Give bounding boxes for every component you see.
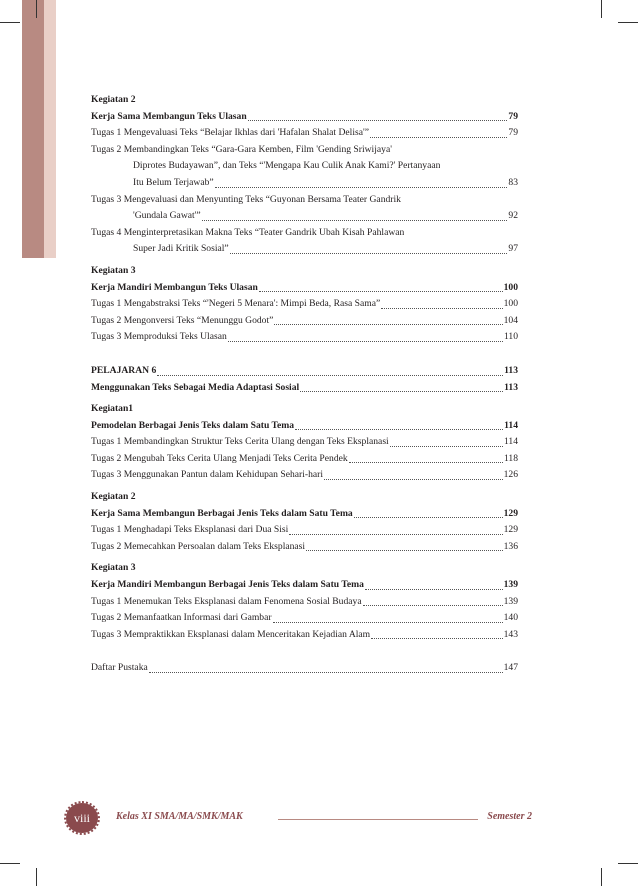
toc-page-number: 129 bbox=[503, 507, 518, 519]
toc-entry-title: Tugas 2 Memecahkan Persoalan dalam Teks Eksplanasi bbox=[91, 540, 306, 552]
toc-entry-title: Tugas 2 Mengonversi Teks “Menunggu Godot” bbox=[91, 314, 274, 326]
toc-entry[interactable] bbox=[91, 192, 518, 209]
toc-entry[interactable] bbox=[91, 610, 518, 627]
toc-entry-title: Tugas 3 Mengevaluasi dan Menyunting Teks “Guyonan Bersama Teater Gandrik bbox=[91, 193, 401, 205]
toc-entry[interactable] bbox=[91, 329, 518, 346]
toc-entry-title: Kerja Sama Membangun Teks Ulasan bbox=[91, 110, 247, 122]
toc-page-number: 113 bbox=[504, 381, 518, 393]
toc-section bbox=[91, 363, 518, 396]
toc-entry-title: Super Jadi Kritik Sosial” bbox=[133, 243, 229, 255]
crop-mark bbox=[601, 0, 602, 18]
crop-mark bbox=[36, 868, 37, 886]
dot-leader bbox=[354, 516, 503, 518]
toc-entry-title: Tugas 2 Membandingkan Teks “Gara-Gara Kemben, Film 'Gending Sriwijaya' bbox=[91, 143, 392, 155]
dot-leader bbox=[202, 219, 508, 221]
toc-entry-title: Tugas 3 Menggunakan Pantun dalam Kehidupan Sehari-hari bbox=[91, 469, 323, 481]
toc-page-number: 79 bbox=[508, 110, 518, 122]
dot-leader bbox=[259, 290, 503, 292]
dot-leader bbox=[306, 549, 503, 551]
toc-section bbox=[91, 489, 518, 555]
toc-entry[interactable] bbox=[91, 280, 518, 297]
toc-entry[interactable] bbox=[91, 363, 518, 380]
dot-leader bbox=[365, 588, 503, 590]
dot-leader bbox=[381, 307, 502, 309]
toc-heading bbox=[91, 489, 518, 506]
page-footer bbox=[66, 803, 536, 833]
section-gap bbox=[91, 643, 518, 660]
dot-leader bbox=[289, 533, 502, 535]
dot-leader bbox=[228, 340, 503, 342]
toc-entry-title: Tugas 3 Mempraktikkan Eksplanasi dalam Menceritakan Kejadian Alam bbox=[91, 628, 371, 640]
toc-entry-title: PELAJARAN 6 bbox=[91, 364, 157, 376]
toc-entry[interactable] bbox=[91, 451, 518, 468]
toc-entry[interactable] bbox=[91, 125, 518, 142]
toc-entry[interactable] bbox=[91, 660, 518, 677]
toc-entry-title: Tugas 2 Mengubah Teks Cerita Ulang Menjadi Teks Cerita Pendek bbox=[91, 452, 348, 464]
toc-entry-title: Tugas 3 Memproduksi Teks Ulasan bbox=[91, 331, 227, 343]
toc-page-number: 140 bbox=[503, 612, 518, 624]
toc-entry[interactable] bbox=[91, 109, 518, 126]
dot-leader bbox=[390, 445, 503, 447]
crop-mark bbox=[36, 0, 37, 18]
toc-entry[interactable] bbox=[91, 627, 518, 644]
toc-entry-title: Itu Belum Terjawab” bbox=[133, 176, 214, 188]
toc-page-number: 92 bbox=[508, 210, 518, 222]
toc-section bbox=[91, 660, 518, 677]
toc-entry-title: Tugas 1 Menemukan Teks Eksplanasi dalam Fenomena Sosial Budaya bbox=[91, 595, 362, 607]
toc-entry-title: Kegiatan 2 bbox=[91, 491, 136, 503]
toc-entry-title: Tugas 1 Mengevaluasi Teks “Belajar Ikhlas dari 'Hafalan Shalat Delisa'” bbox=[91, 127, 369, 139]
toc-page-number: 110 bbox=[503, 331, 518, 343]
toc-section bbox=[91, 263, 518, 346]
toc-page-number: 100 bbox=[503, 281, 518, 293]
toc-entry-title: Kegiatan 3 bbox=[91, 562, 136, 574]
toc-page-number: 139 bbox=[503, 595, 518, 607]
toc-entry[interactable] bbox=[91, 380, 518, 397]
toc-entry-title: Tugas 1 Menghadapi Teks Eksplanasi dari Dua Sisi bbox=[91, 524, 289, 536]
dot-leader bbox=[215, 186, 508, 188]
crop-mark bbox=[0, 22, 20, 23]
toc-entry[interactable] bbox=[91, 467, 518, 484]
crop-mark bbox=[618, 22, 638, 23]
toc-entry[interactable] bbox=[91, 142, 518, 159]
toc-page-number: 114 bbox=[503, 436, 518, 448]
toc-entry-title: Tugas 4 Menginterpretasikan Makna Teks “Teater Gandrik Ubah Kisah Pahlawan bbox=[91, 226, 405, 238]
section-gap bbox=[91, 346, 518, 363]
toc-page-number: 83 bbox=[508, 176, 518, 188]
toc-entry-title: Kerja Mandiri Membangun Teks Ulasan bbox=[91, 281, 258, 293]
dot-leader bbox=[230, 252, 508, 254]
dot-leader bbox=[274, 323, 502, 325]
toc-page-number: 136 bbox=[503, 540, 518, 552]
crop-mark bbox=[618, 863, 638, 864]
toc-page-number: 97 bbox=[508, 243, 518, 255]
footer-book-title: Kelas XI SMA/MA/SMK/MAK bbox=[116, 811, 243, 822]
toc-page-number: 114 bbox=[504, 419, 518, 431]
toc-entry[interactable] bbox=[91, 506, 518, 523]
toc-entry[interactable] bbox=[91, 434, 518, 451]
toc-entry-title: Tugas 2 Memanfaatkan Informasi dari Gambar bbox=[91, 612, 272, 624]
toc-entry[interactable] bbox=[91, 594, 518, 611]
footer-semester: Semester 2 bbox=[487, 811, 532, 822]
toc-entry-title: Kegiatan1 bbox=[91, 403, 134, 415]
toc-entry[interactable] bbox=[91, 577, 518, 594]
table-of-contents bbox=[91, 92, 518, 677]
toc-entry-title: Daftar Pustaka bbox=[91, 662, 148, 674]
toc-page-number: 126 bbox=[503, 469, 518, 481]
toc-entry[interactable] bbox=[91, 418, 518, 435]
dot-leader bbox=[349, 461, 503, 463]
toc-entry[interactable] bbox=[91, 208, 518, 225]
dot-leader bbox=[371, 637, 502, 639]
decorative-band bbox=[22, 0, 44, 258]
dot-leader bbox=[300, 390, 503, 392]
crop-mark bbox=[601, 868, 602, 886]
toc-entry[interactable] bbox=[91, 522, 518, 539]
toc-entry[interactable] bbox=[91, 539, 518, 556]
toc-entry[interactable] bbox=[91, 313, 518, 330]
toc-entry-title: Pemodelan Berbagai Jenis Teks dalam Satu Tema bbox=[91, 419, 295, 431]
toc-section bbox=[91, 401, 518, 484]
toc-section bbox=[91, 560, 518, 643]
toc-heading bbox=[91, 92, 518, 109]
toc-entry-title: Tugas 1 Membandingkan Struktur Teks Cerita Ulang dengan Teks Eksplanasi bbox=[91, 436, 389, 448]
dot-leader bbox=[149, 671, 503, 673]
dot-leader bbox=[370, 136, 507, 138]
page-number-badge: viii bbox=[66, 803, 98, 833]
dot-leader bbox=[248, 119, 508, 121]
toc-section bbox=[91, 92, 518, 258]
dot-leader bbox=[295, 428, 503, 430]
decorative-band-light bbox=[44, 0, 56, 258]
toc-heading bbox=[91, 401, 518, 418]
dot-leader bbox=[157, 374, 503, 376]
toc-entry-title: 'Gundala Gawat'” bbox=[133, 210, 201, 222]
toc-entry-title: Menggunakan Teks Sebagai Media Adaptasi Sosial bbox=[91, 381, 300, 393]
toc-entry-title: Kerja Sama Membangun Berbagai Jenis Teks dalam Satu Tema bbox=[91, 507, 353, 519]
toc-entry-title: Kegiatan 3 bbox=[91, 264, 136, 276]
toc-entry[interactable] bbox=[91, 175, 518, 192]
toc-heading bbox=[91, 263, 518, 280]
footer-rule bbox=[278, 819, 478, 820]
toc-page-number: 147 bbox=[503, 662, 518, 674]
toc-entry-title: Kegiatan 2 bbox=[91, 94, 136, 105]
toc-entry[interactable] bbox=[91, 241, 518, 258]
toc-page-number: 100 bbox=[503, 298, 518, 310]
toc-page-number: 118 bbox=[503, 452, 518, 464]
toc-entry-title: Tugas 1 Mengabstraksi Teks “'Negeri 5 Menara': Mimpi Beda, Rasa Sama” bbox=[91, 298, 381, 310]
toc-page-number: 104 bbox=[503, 314, 518, 326]
toc-entry[interactable] bbox=[91, 225, 518, 242]
toc-page-number: 129 bbox=[503, 524, 518, 536]
toc-heading bbox=[91, 560, 518, 577]
crop-mark bbox=[0, 863, 20, 864]
toc-page-number: 139 bbox=[503, 579, 518, 591]
toc-page-number: 113 bbox=[504, 364, 518, 376]
toc-entry[interactable] bbox=[91, 158, 518, 175]
toc-entry[interactable] bbox=[91, 296, 518, 313]
dot-leader bbox=[324, 478, 503, 480]
toc-page-number: 143 bbox=[503, 628, 518, 640]
dot-leader bbox=[363, 604, 503, 606]
dot-leader bbox=[273, 621, 503, 623]
toc-page-number: 79 bbox=[508, 127, 518, 139]
toc-entry-title: Diprotes Budayawan”, dan Teks “'Mengapa Kau Culik Anak Kami?' Pertanyaan bbox=[133, 160, 441, 172]
toc-entry-title: Kerja Mandiri Membangun Berbagai Jenis Teks dalam Satu Tema bbox=[91, 579, 364, 591]
